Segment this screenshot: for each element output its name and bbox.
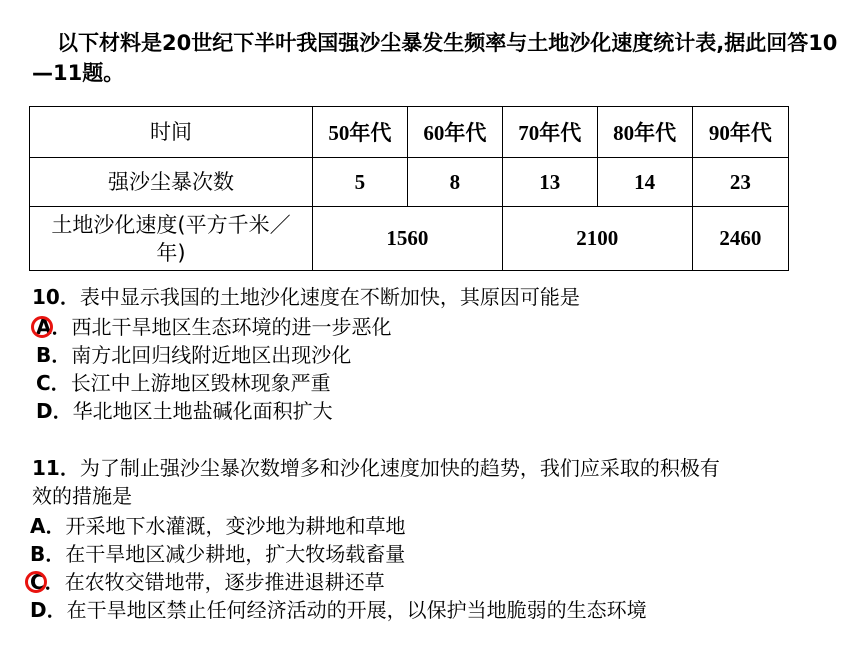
question-11-line1 bbox=[32, 454, 720, 482]
question-10 bbox=[32, 283, 580, 311]
q11-option-b-text: 在干旱地区减少耕地，扩大牧场载畜量 bbox=[65, 542, 406, 566]
desertification-rate-50s-60s: 1560 bbox=[312, 207, 502, 271]
desertification-label: 土地沙化速度(平方千米／年) bbox=[30, 207, 313, 271]
desertification-rate-70s-80s: 2100 bbox=[502, 207, 692, 271]
decade-80s: 80年代 bbox=[597, 107, 692, 158]
decade-90s: 90年代 bbox=[692, 107, 788, 158]
question-11-number: 11． bbox=[32, 456, 80, 480]
q10-option-b[interactable] bbox=[36, 341, 351, 369]
storm-count-label: 强沙尘暴次数 bbox=[30, 158, 313, 207]
question-11-stem-line1: 为了制止强沙尘暴次数增多和沙化速度加快的趋势，我们应采取的积极有 bbox=[79, 456, 720, 480]
q10-option-c-letter: C． bbox=[36, 371, 71, 395]
q10-answer-circle-mark bbox=[31, 316, 53, 338]
q11-option-a-letter: A． bbox=[30, 514, 66, 538]
q10-option-d-letter: D． bbox=[36, 399, 73, 423]
decade-70s: 70年代 bbox=[502, 107, 597, 158]
q10-option-a-text: 西北干旱地区生态环境的进一步恶化 bbox=[71, 315, 392, 339]
storm-count-80s: 14 bbox=[597, 158, 692, 207]
question-10-stem: 表中显示我国的土地沙化速度在不断加快，其原因可能是 bbox=[79, 285, 580, 309]
storm-count-90s: 23 bbox=[692, 158, 788, 207]
intro-text: 以下材料是20世纪下半叶我国强沙尘暴发生频率与土地沙化速度统计表,据此回答10—11题。 bbox=[32, 31, 838, 85]
q11-option-a[interactable] bbox=[30, 512, 405, 540]
storm-count-50s: 5 bbox=[312, 158, 407, 207]
storm-count-70s: 13 bbox=[502, 158, 597, 207]
statistics-table bbox=[29, 106, 789, 271]
decade-60s: 60年代 bbox=[407, 107, 502, 158]
q11-option-b[interactable] bbox=[30, 540, 405, 568]
q11-option-c-text: 在农牧交错地带，逐步推进退耕还草 bbox=[64, 570, 385, 594]
header-time: 时间 bbox=[30, 107, 313, 158]
q11-option-d-letter: D． bbox=[30, 598, 67, 622]
q10-option-a[interactable] bbox=[36, 313, 391, 341]
q11-option-a-text: 开采地下水灌溉，变沙地为耕地和草地 bbox=[65, 514, 406, 538]
storm-count-60s: 8 bbox=[407, 158, 502, 207]
decade-50s: 50年代 bbox=[312, 107, 407, 158]
q10-option-b-letter: B． bbox=[36, 343, 72, 367]
q11-answer-circle-mark bbox=[25, 571, 47, 593]
q10-option-c[interactable] bbox=[36, 369, 331, 397]
q10-option-d[interactable] bbox=[36, 397, 333, 425]
question-10-number: 10． bbox=[32, 285, 80, 309]
q10-option-d-text: 华北地区土地盐碱化面积扩大 bbox=[72, 399, 333, 423]
table-row-desertification bbox=[30, 207, 789, 271]
table-row-storms bbox=[30, 158, 789, 207]
desertification-rate-90s: 2460 bbox=[692, 207, 788, 271]
table-row-decades bbox=[30, 107, 789, 158]
q10-option-c-text: 长江中上游地区毁林现象严重 bbox=[70, 371, 331, 395]
q11-option-b-letter: B． bbox=[30, 542, 66, 566]
q11-option-d[interactable] bbox=[30, 596, 647, 624]
q10-option-a-letter: A． bbox=[36, 315, 72, 339]
q11-option-c-letter: C． bbox=[30, 570, 65, 594]
q11-option-d-text: 在干旱地区禁止任何经济活动的开展，以保护当地脆弱的生态环境 bbox=[66, 598, 647, 622]
question-11-line2: 效的措施是 bbox=[32, 484, 132, 508]
q11-option-c[interactable] bbox=[30, 568, 385, 596]
q10-option-b-text: 南方北回归线附近地区出现沙化 bbox=[71, 343, 352, 367]
